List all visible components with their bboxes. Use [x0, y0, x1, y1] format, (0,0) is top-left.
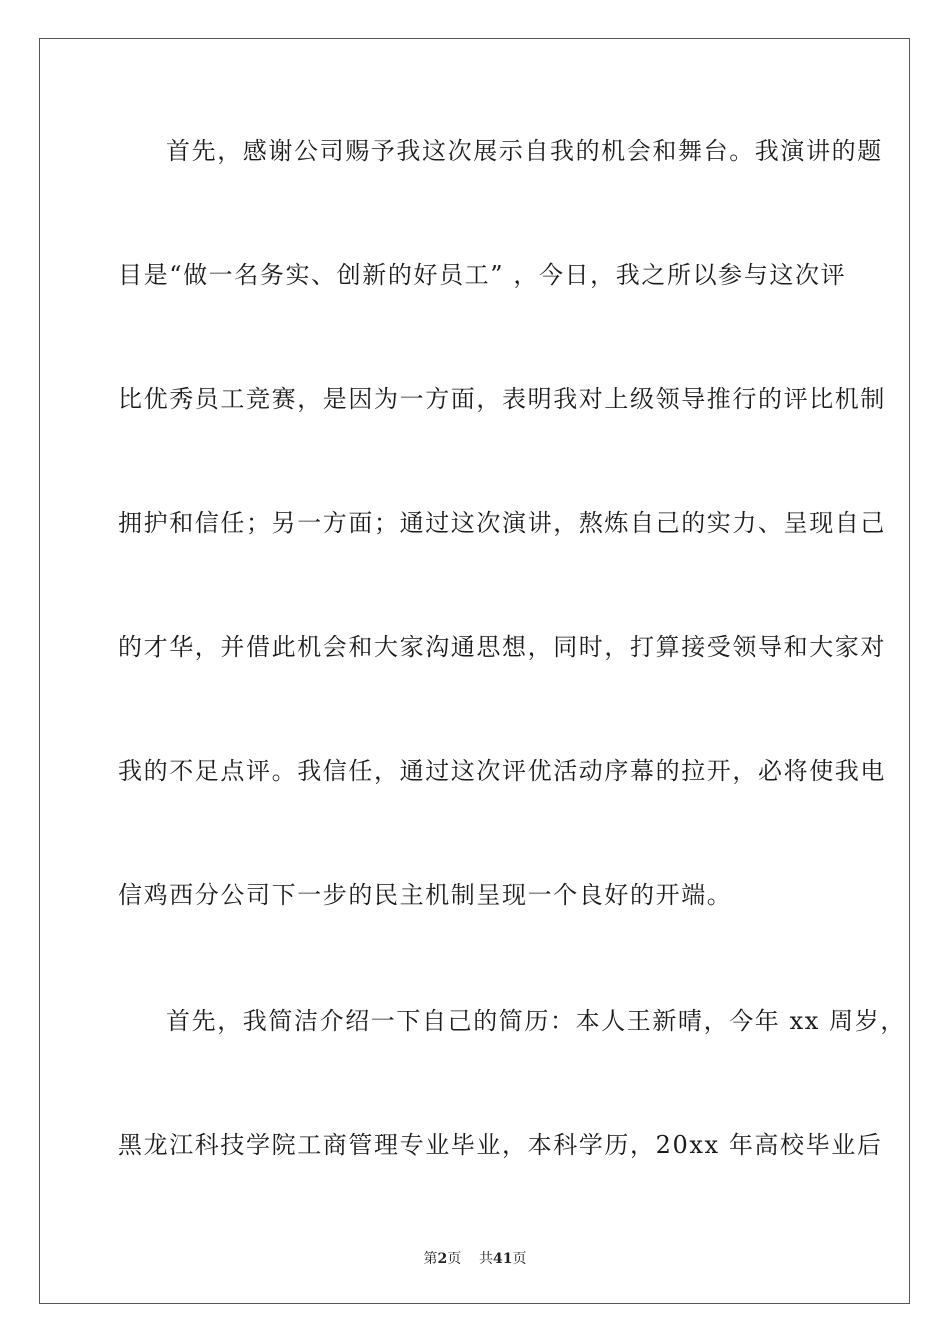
text-line-1: 首先，感谢公司赐予我这次展示自我的机会和舞台。我演讲的题	[166, 137, 883, 165]
text-line-9: 黑龙江科技学院工商管理专业毕业，本科学历，20xx 年高校毕业后	[118, 1131, 883, 1159]
footer-total-suffix: 页	[512, 1251, 527, 1267]
footer-total-pages: 41	[493, 1251, 513, 1267]
footer-page-suffix: 页	[447, 1251, 462, 1267]
footer-page-number: 2	[437, 1251, 448, 1267]
text-line-6: 我的不足点评。我信任，通过这次评优活动序幕的拉开，必将使我电	[118, 757, 886, 785]
text-line-7: 信鸡西分公司下一步的民主机制呈现一个良好的开端。	[118, 881, 733, 909]
text-line-5: 的才华，并借此机会和大家沟通思想，同时，打算接受领导和大家对	[118, 633, 886, 661]
footer-page-prefix: 第	[423, 1251, 438, 1267]
footer-total-prefix: 共	[479, 1251, 494, 1267]
page-footer	[0, 1248, 950, 1268]
text-line-8: 首先，我简洁介绍一下自己的简历：本人王新晴，今年 xx 周岁，	[166, 1007, 906, 1035]
text-line-3: 比优秀员工竞赛，是因为一方面，表明我对上级领导推行的评比机制	[118, 385, 886, 413]
text-line-2: 目是“做一名务实、创新的好员工” ，今日，我之所以参与这次评	[118, 261, 847, 289]
text-line-4: 拥护和信任；另一方面；通过这次演讲，熬炼自己的实力、呈现自己	[118, 509, 886, 537]
page-frame	[39, 38, 910, 1304]
